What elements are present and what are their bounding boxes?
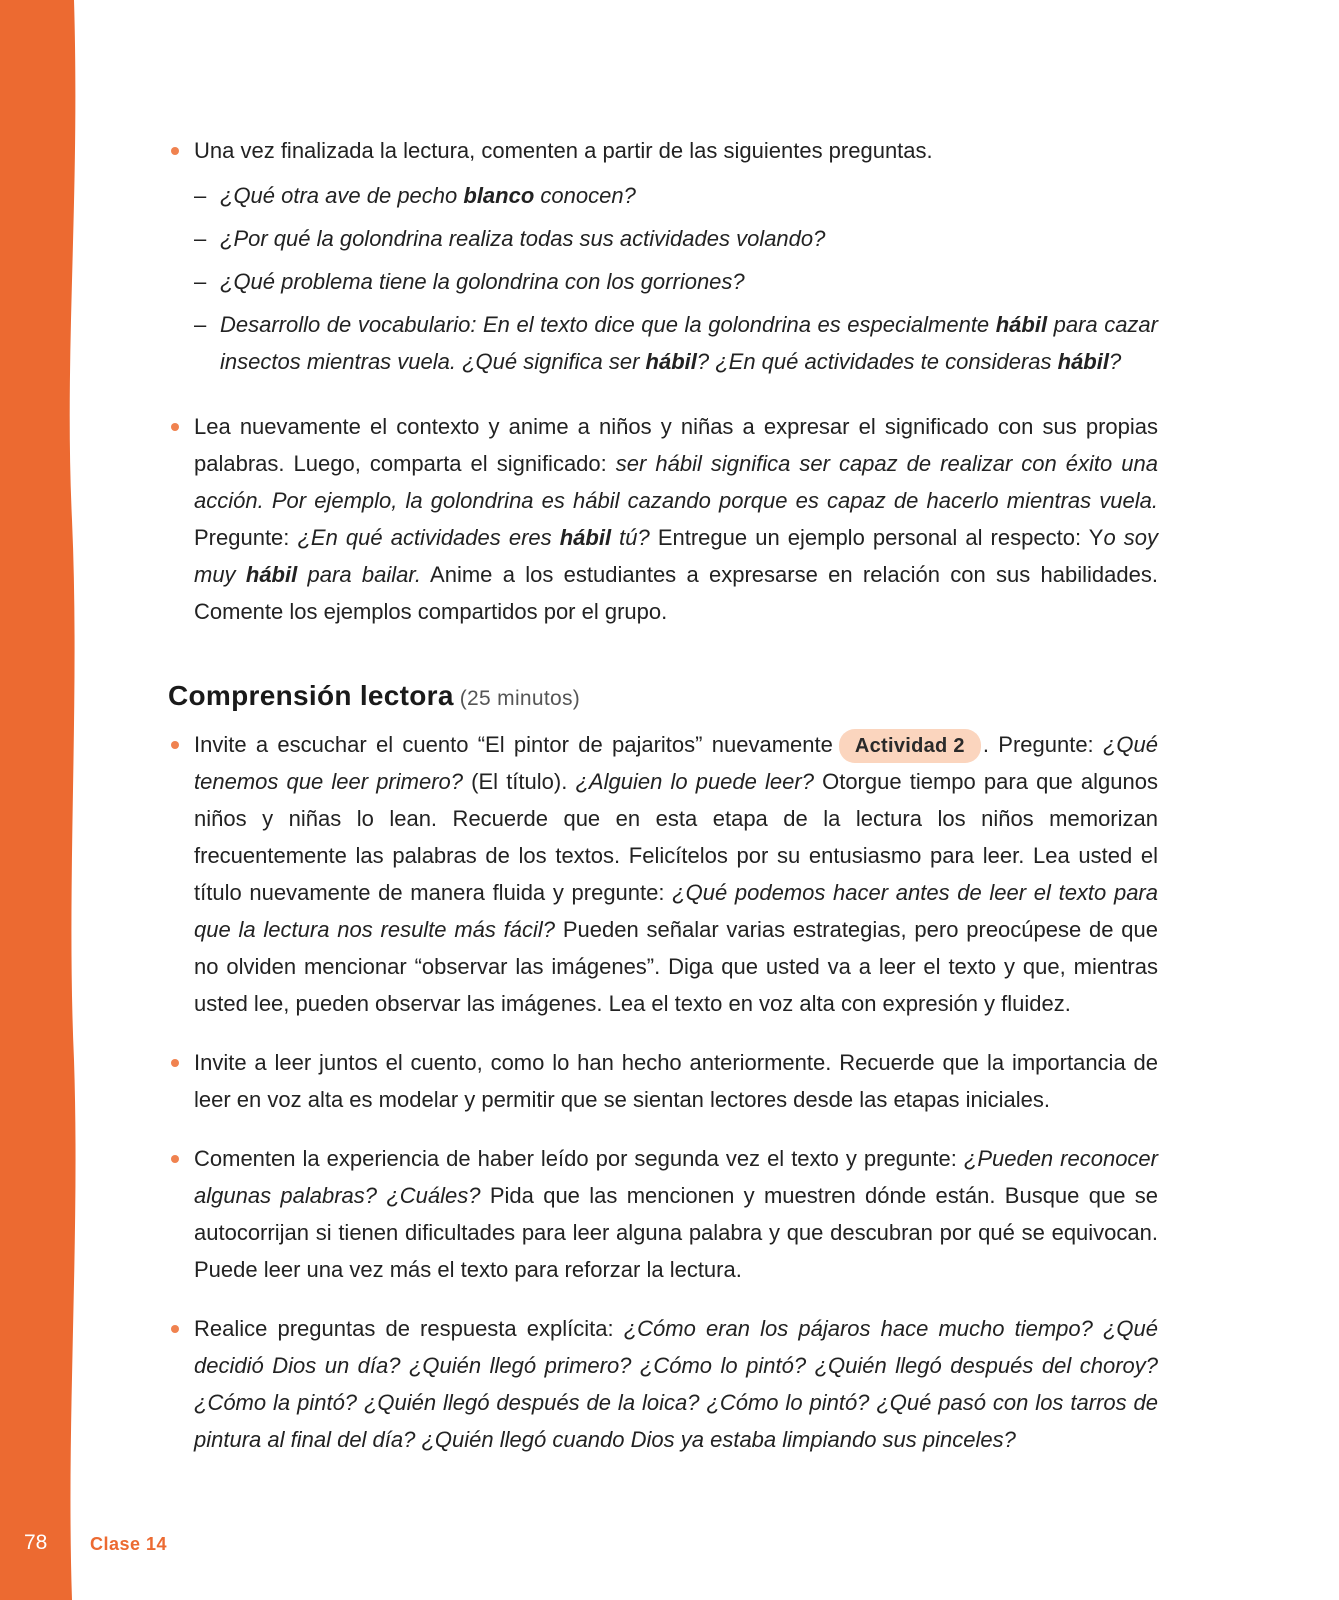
bullet-explicit-questions: Realice preguntas de respuesta explícita: ¿Cómo eran los pájaros hace mucho tiempo? ¿Qué decidió Dios un día? ¿Quién llegó primero? ¿Cómo lo pintó? ¿Quién llegó después del choroy? ¿Cómo la pintó? ¿Quién llegó después de la loica? ¿Cómo lo pintó? ¿Qué pasó con los tarros de pintura al final del día? ¿Quién llegó cuando Dios ya estaba limpiando sus pinceles? — [168, 1310, 1158, 1458]
page-number: 78 — [24, 1531, 48, 1554]
section-heading — [168, 680, 1158, 712]
question-item: – ¿Qué otra ave de pecho blanco conocen? — [194, 177, 1158, 214]
section-time: (25 minutos) — [459, 687, 581, 710]
bullet-listen-story: Invite a escuchar el cuento “El pintor de pajaritos” nuevamente Actividad 2 . Pregunte: ¿Qué tenemos que leer primero? (El título). ¿Alguien lo puede leer? Otorgue tiempo para que algunos niños y niñas lo lean. Recuerde que en esta etapa de la lectura los niños memorizan frecuentemente las palabras de los textos. Felicítelos por su entusiasmo para leer. Lea usted el título nuevamente de manera fluida y pregunte: ¿Qué podemos hacer antes de leer el texto para que la lectura nos resulte más fácil? Pueden señalar varias estrategias, pero preocúpese de que no olviden mencionar “observar las imágenes”. Diga que usted va a leer el texto y que, mientras usted lee, pueden observar las imágenes. Lea el texto en voz alta con expresión y fluidez. — [168, 726, 1158, 1022]
activity-badge: Actividad 2 — [839, 729, 981, 763]
question-item: – Desarrollo de vocabulario: En el texto dice que la golondrina es especialmente hábil para cazar insectos mientras vuela. ¿Qué significa ser hábil? ¿En qué actividades te consideras hábil? — [194, 306, 1158, 380]
orange-side-band — [0, 0, 80, 1600]
section-title: Comprensión lectora — [168, 680, 454, 711]
bullet-text: Una vez finalizada la lectura, comenten a partir de las siguientes preguntas. — [194, 138, 933, 163]
question-item: – ¿Qué problema tiene la golondrina con los gorriones? — [194, 263, 1158, 300]
footer-clase: Clase 14 — [90, 1534, 168, 1554]
question-list — [194, 177, 1158, 380]
bullet-vocabulary: Lea nuevamente el contexto y anime a niños y niñas a expresar el significado con sus propias palabras. Luego, comparta el significado: ser hábil significa ser capaz de realizar con éxito una acción. Por ejemplo, la golondrina es hábil cazando porque es capaz de hacerlo mientras vuela. Pregunte: ¿En qué actividades eres hábil tú? Entregue un ejemplo personal al respecto: Yo soy muy hábil para bailar. Anime a los estudiantes a expresarse en relación con sus habilidades. Comente los ejemplos compartidos por el grupo. — [168, 408, 1158, 630]
question-item: – ¿Por qué la golondrina realiza todas sus actividades volando? — [194, 220, 1158, 257]
bullet-second-reading: Comenten la experiencia de haber leído por segunda vez el texto y pregunte: ¿Pueden reconocer algunas palabras? ¿Cuáles? Pida que las mencionen y muestren dónde están. Busque que se autocorrijan si tienen dificultades para leer alguna palabra y que descubran por qué se equivocan. Puede leer una vez más el texto para reforzar la lectura. — [168, 1140, 1158, 1288]
page-content — [168, 132, 1158, 1458]
bullet-read-together: Invite a leer juntos el cuento, como lo han hecho anteriormente. Recuerde que la importancia de leer en voz alta es modelar y permitir que se sientan lectores desde las etapas iniciales. — [168, 1044, 1158, 1118]
bullet-discussion — [168, 132, 1158, 380]
